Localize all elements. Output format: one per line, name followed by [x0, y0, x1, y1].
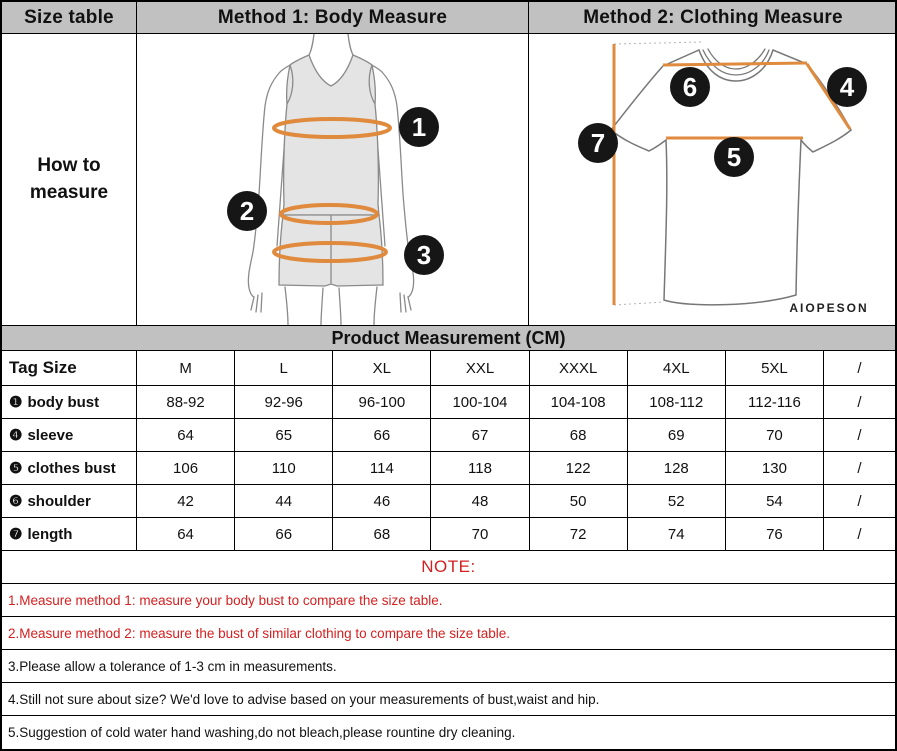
product-measurement-title: Product Measurement (CM): [2, 325, 895, 351]
circled-digit-icon: ❼: [9, 526, 23, 543]
row-label-text: sleeve: [27, 426, 74, 444]
table-cell: 128: [628, 452, 725, 484]
marker-2-waist: [227, 191, 267, 231]
body-figure-illustration: [137, 34, 528, 325]
column-header: XL: [333, 351, 430, 385]
method2-header: Method 2: Clothing Measure: [529, 2, 897, 33]
column-header: 5XL: [726, 351, 823, 385]
marker-5-digit: 5: [726, 142, 742, 172]
column-header: XXL: [431, 351, 528, 385]
table-cell: 72: [530, 518, 627, 550]
table-cell: 46: [333, 485, 430, 517]
column-header: 4XL: [628, 351, 725, 385]
table-cell: 65: [235, 419, 332, 451]
table-cell: 68: [530, 419, 627, 451]
table-cell: 76: [726, 518, 823, 550]
table-cell: 66: [235, 518, 332, 550]
column-header: M: [137, 351, 234, 385]
table-cell: 104-108: [530, 386, 627, 418]
note-item: 4.Still not sure about size? We'd love to advise based on your measurements of bust,waist and hip.: [2, 683, 895, 716]
tshirt-illustration: [529, 34, 897, 325]
table-cell: 42: [137, 485, 234, 517]
table-cell: 122: [530, 452, 627, 484]
row-label-length: [2, 518, 136, 550]
circled-digit-icon: ❹: [9, 427, 23, 444]
row-label-text: shoulder: [27, 492, 91, 510]
table-cell: 66: [333, 419, 430, 451]
marker-4-digit: 4: [839, 72, 855, 102]
table-cell: /: [824, 386, 895, 418]
body-measure-diagram: [137, 34, 528, 325]
note-title: NOTE:: [2, 550, 895, 584]
marker-6-shoulder: [670, 67, 710, 107]
clothing-measure-diagram: [529, 34, 897, 325]
table-cell: 74: [628, 518, 725, 550]
shoulder-measure-line: [663, 63, 807, 65]
body-neck-line: [348, 34, 353, 55]
note-item: 5.Suggestion of cold water hand washing,do not bleach,please rountine dry cleaning.: [8, 725, 516, 740]
table-cell: 68: [333, 518, 430, 550]
body-neck-line: [309, 34, 314, 55]
table-cell: 108-112: [628, 386, 725, 418]
table-cell: /: [824, 518, 895, 550]
note-item: 1.Measure method 1: measure your body bust to compare the size table.: [2, 584, 895, 617]
table-cell: /: [824, 452, 895, 484]
table-cell: 106: [137, 452, 234, 484]
collar-rib-line: [708, 49, 765, 69]
table-cell: 88-92: [137, 386, 234, 418]
marker-5-clothes-bust: [714, 137, 754, 177]
row-label-text: clothes bust: [27, 459, 116, 477]
circled-digit-icon: ❻: [9, 493, 23, 510]
circled-digit-icon: ❶: [9, 394, 23, 411]
marker-4-sleeve: [827, 67, 867, 107]
row-label-shoulder: [2, 485, 136, 517]
how-to-measure-label: How to measure: [2, 34, 136, 325]
column-header: XXXL: [530, 351, 627, 385]
table-cell: 114: [333, 452, 430, 484]
marker-7-digit: 7: [590, 128, 606, 158]
tshirt-shape: [611, 50, 851, 305]
tag-size-header: Tag Size: [2, 351, 136, 385]
row-label-text: length: [27, 525, 73, 543]
table-cell: 69: [628, 419, 725, 451]
table-cell: 44: [235, 485, 332, 517]
bottom-dotted-guide: [614, 302, 664, 305]
circled-digit-icon: ❺: [9, 460, 23, 477]
row-label-clothes-bust: [2, 452, 136, 484]
marker-6-digit: 6: [682, 72, 698, 102]
top-dotted-guide: [614, 42, 702, 44]
column-header: /: [824, 351, 895, 385]
notes-list: [2, 584, 895, 749]
size-table-header: Size table: [2, 2, 136, 33]
table-cell: 118: [431, 452, 528, 484]
table-cell: 112-116: [726, 386, 823, 418]
marker-1-bust: [399, 107, 439, 147]
table-cell: 48: [431, 485, 528, 517]
table-cell: 64: [137, 419, 234, 451]
row-label-text: body bust: [27, 393, 100, 411]
marker-3-hip: [404, 235, 444, 275]
table-cell: 52: [628, 485, 725, 517]
measurement-table: [2, 351, 895, 550]
marker-3-digit: 3: [416, 240, 432, 270]
method1-header: Method 1: Body Measure: [137, 2, 528, 33]
marker-2-digit: 2: [239, 196, 255, 226]
table-cell: 70: [431, 518, 528, 550]
note-item: 3.Please allow a tolerance of 1-3 cm in measurements.: [2, 650, 895, 683]
row-label-body-bust: [2, 386, 136, 418]
table-cell: 70: [726, 419, 823, 451]
row-label-sleeve: [2, 419, 136, 451]
table-cell: 50: [530, 485, 627, 517]
column-header: L: [235, 351, 332, 385]
table-cell: 100-104: [431, 386, 528, 418]
marker-7-length: [578, 123, 618, 163]
table-cell: 92-96: [235, 386, 332, 418]
brand-logo-text: AIOPESON: [789, 301, 869, 315]
note-item: 2.Measure method 2: measure the bust of similar clothing to compare the size table.: [2, 617, 895, 650]
table-cell: 64: [137, 518, 234, 550]
top-section: [2, 2, 895, 325]
marker-1-digit: 1: [411, 112, 427, 142]
table-cell: 130: [726, 452, 823, 484]
table-cell: /: [824, 419, 895, 451]
table-cell: 96-100: [333, 386, 430, 418]
table-cell: 110: [235, 452, 332, 484]
body-legs: [285, 287, 377, 325]
table-cell: /: [824, 485, 895, 517]
table-cell: 54: [726, 485, 823, 517]
table-cell: 67: [431, 419, 528, 451]
